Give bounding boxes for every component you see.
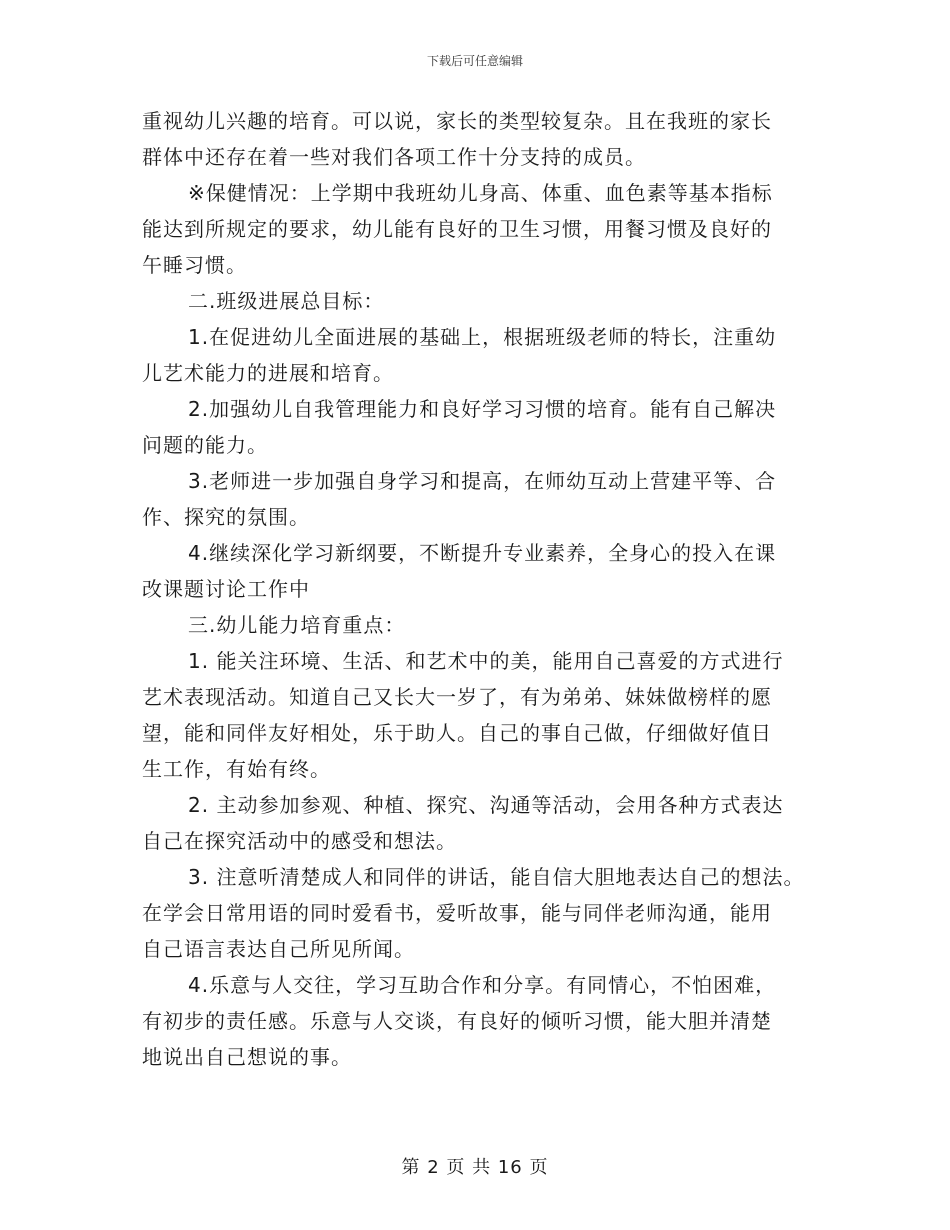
text-line: 问题的能力。 <box>142 433 268 457</box>
text-line: 1. 能关注环境、生活、和艺术中的美，能用自己喜爱的方式进行 <box>188 649 784 673</box>
text-line: 重视幼儿兴趣的培育。可以说，家长的类型较复杂。且在我班的家长 <box>142 109 772 133</box>
text-line: 4.乐意与人交往，学习互助合作和分享。有同情心，不怕困难， <box>188 973 777 997</box>
text-line: 作、探究的氛围。 <box>142 505 310 529</box>
text-line: 儿艺术能力的进展和培育。 <box>142 361 394 385</box>
text-line: 二.班级进展总目标： <box>188 289 385 313</box>
text-line: 2. 主动参加参观、种植、探究、沟通等活动，会用各种方式表达 <box>188 793 784 817</box>
text-line: 自己语言表达自己所见所闻。 <box>142 937 415 961</box>
page-number-footer: 第 2 页 共 16 页 <box>401 1157 549 1178</box>
text-line: 三.幼儿能力培育重点： <box>188 613 406 637</box>
text-line: 2.加强幼儿自我管理能力和良好学习习惯的培育。能有自己解决 <box>188 397 777 421</box>
text-line: 在学会日常用语的同时爱看书，爱听故事，能与同伴老师沟通，能用 <box>142 901 772 925</box>
text-line: 午睡习惯。 <box>142 253 247 277</box>
text-line: 艺术表现活动。知道自己又长大一岁了，有为弟弟、妹妹做榜样的愿 <box>142 685 772 709</box>
text-line: 3.老师进一步加强自身学习和提高，在师幼互动上营建平等、合 <box>188 469 777 493</box>
text-line: 改课题讨论工作中 <box>142 577 310 601</box>
text-line: 自己在探究活动中的感受和想法。 <box>142 829 457 853</box>
text-line: 生工作，有始有终。 <box>142 757 331 781</box>
text-line: 3. 注意听清楚成人和同伴的讲话，能自信大胆地表达自己的想法。 <box>188 865 805 889</box>
text-line: 群体中还存在着一些对我们各项工作十分支持的成员。 <box>142 145 646 169</box>
text-line: 望，能和同伴友好相处，乐于助人。自己的事自己做，仔细做好值日 <box>142 721 772 745</box>
text-line: ※保健情况：上学期中我班幼儿身高、体重、血色素等基本指标 <box>188 181 773 205</box>
page-header: 下载后可任意编辑 <box>426 54 523 68</box>
text-line: 地说出自己想说的事。 <box>142 1045 352 1069</box>
text-line: 4.继续深化学习新纲要，不断提升专业素养，全身心的投入在课 <box>188 541 777 565</box>
text-line: 有初步的责任感。乐意与人交谈，有良好的倾听习惯，能大胆并清楚 <box>142 1009 772 1033</box>
text-line: 能达到所规定的要求，幼儿能有良好的卫生习惯，用餐习惯及良好的 <box>142 217 772 241</box>
text-line: 1.在促进幼儿全面进展的基础上，根据班级老师的特长，注重幼 <box>188 325 777 349</box>
document-body <box>142 103 822 1075</box>
